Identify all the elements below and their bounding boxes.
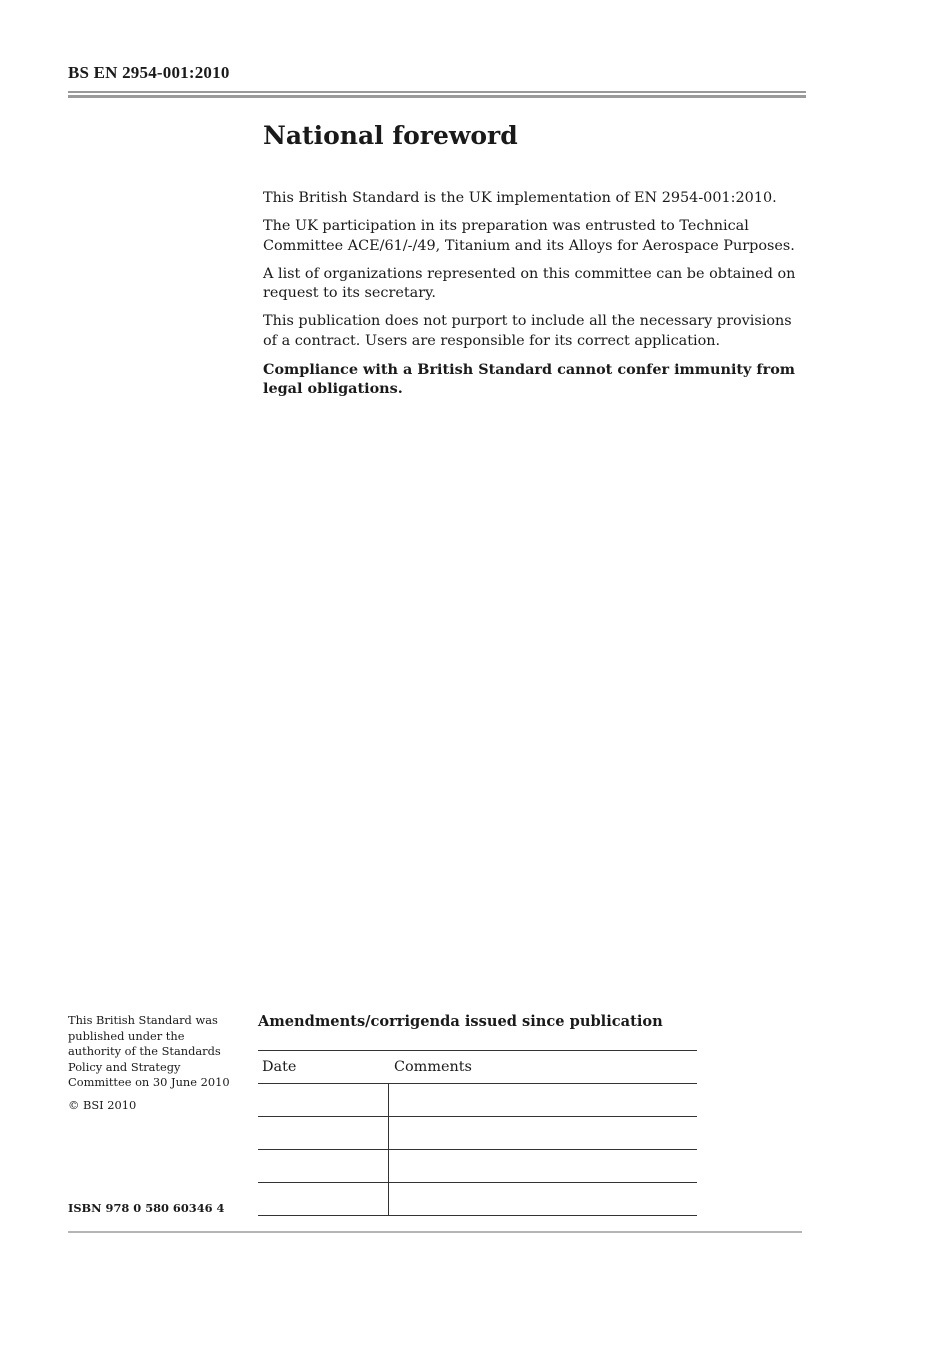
foreword-body <box>263 189 808 407</box>
document-id: BS EN 2954-001:2010 <box>68 63 230 82</box>
amendments-table <box>258 1050 697 1216</box>
paragraph-implementation: This British Standard is the UK implementation of EN 2954-001:2010. <box>263 190 777 206</box>
table-row <box>258 1150 697 1183</box>
date-cell <box>258 1084 388 1117</box>
comments-cell <box>388 1084 697 1117</box>
amendments-title: Amendments/corrigenda issued since publication <box>258 1013 663 1030</box>
compliance-note: Compliance with a British Standard cannot confer immunity from legal obligations. <box>263 360 796 397</box>
paragraph-organizations: A list of organizations represented on this committee can be obtained on request to its secretary. <box>263 265 796 301</box>
page-title: National foreword <box>263 121 518 150</box>
date-cell <box>258 1183 388 1216</box>
comments-cell <box>388 1183 697 1216</box>
table-row <box>258 1084 697 1117</box>
publication-sidebar <box>68 1013 233 1113</box>
table-row <box>258 1183 697 1216</box>
isbn-number: ISBN 978 0 580 60346 4 <box>68 1201 225 1215</box>
table-row <box>258 1117 697 1150</box>
comments-cell <box>388 1150 697 1183</box>
paragraph-provisions: This publication does not purport to include all the necessary provisions of a contract. Users are responsible for its correct application. <box>263 313 792 349</box>
paragraph-committee: The UK participation in its preparation was entrusted to Technical Committee ACE/61/-/49, Titanium and its Alloys for Aerospace Purposes. <box>263 218 795 254</box>
copyright-notice: © BSI 2010 <box>68 1097 137 1112</box>
column-header-comments: Comments <box>388 1051 697 1084</box>
table-header-row <box>258 1051 697 1084</box>
publication-note: This British Standard was published under the authority of the Standards Policy and Strategy Committee on 30 June 2010 <box>68 1013 230 1089</box>
footer-divider <box>68 1231 802 1233</box>
date-cell <box>258 1150 388 1183</box>
comments-cell <box>388 1117 697 1150</box>
date-cell <box>258 1117 388 1150</box>
header-divider <box>68 91 806 99</box>
column-header-date: Date <box>258 1051 388 1084</box>
